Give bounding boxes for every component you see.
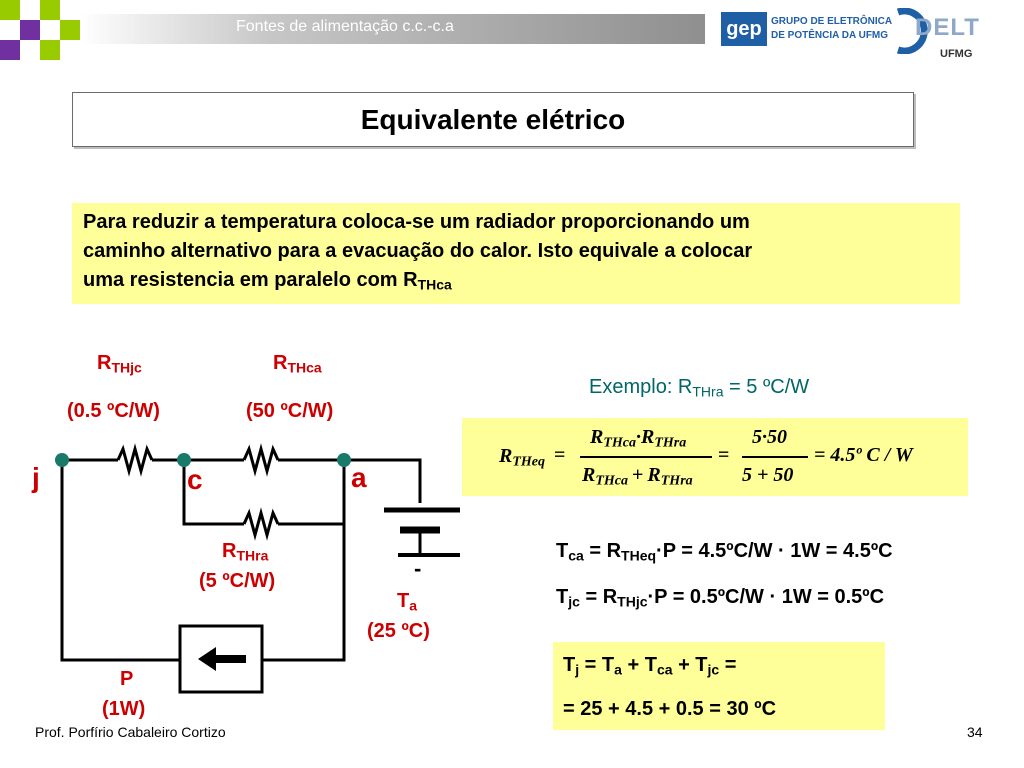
- calc-tca-mid: = R: [583, 540, 622, 562]
- intro-line-2: caminho alternativo para a evacuação do calor. Isto equivale a colocar: [83, 240, 753, 262]
- fraction-bar-2: [742, 456, 808, 458]
- label-ta-value: (25 ºC): [367, 620, 430, 642]
- result-line-2: = 25 + 4.5 + 0.5 = 30 ºC: [563, 698, 777, 720]
- formula-lhs-sub: THeq: [512, 454, 545, 470]
- calc-tca: [556, 540, 893, 564]
- resistor-rthca: [244, 449, 278, 471]
- node-a-dot: [337, 453, 351, 467]
- num1-s1: THca: [603, 435, 636, 451]
- wire-parallel-right: [278, 460, 344, 524]
- resistor-rthjc: [118, 449, 152, 471]
- page-number: 34: [967, 724, 983, 740]
- res-tj-sub: j: [575, 661, 580, 678]
- res-jc-sub: jc: [707, 661, 720, 678]
- label-rthca-sub: THca: [287, 359, 322, 376]
- resistor-rthra: [244, 513, 278, 535]
- ufmg-logo: UFMG: [940, 48, 973, 60]
- den1-r1: R: [582, 464, 596, 486]
- calc-tjc-sub: jc: [568, 593, 580, 610]
- num1-dot: ·: [636, 426, 641, 448]
- formula-lhs: [499, 445, 545, 471]
- res-ca-sub: ca: [656, 661, 673, 678]
- label-rthca: [273, 352, 322, 376]
- label-rthra-sub: THra: [236, 547, 269, 564]
- wire-left: [62, 460, 180, 660]
- res-plus2: + T: [672, 654, 708, 676]
- res-tj-t: T: [563, 654, 576, 676]
- den1-r2: R: [647, 464, 661, 486]
- formula-eq-1: =: [554, 444, 566, 466]
- example-pre: Exemplo: R: [589, 376, 693, 398]
- calc-tca-sub: ca: [568, 547, 584, 564]
- formula-den2: 5 + 50: [742, 464, 794, 486]
- formula-num1: [590, 426, 686, 452]
- intro-line-3-sub: THca: [417, 276, 452, 293]
- label-rthjc-value: (0.5 ºC/W): [67, 400, 160, 422]
- res-a-sub: a: [614, 661, 622, 678]
- intro-line-1: Para reduzir a temperatura coloca-se um radiador proporcionando um: [83, 211, 750, 233]
- formula-den1: [582, 464, 693, 490]
- calc-tjc-end: ·P = 0.5ºC/W · 1W = 0.5ºC: [647, 586, 885, 608]
- wire-top-right: [278, 460, 420, 503]
- label-rthca-r: R: [273, 352, 288, 374]
- label-rthjc: [97, 352, 142, 376]
- intro-line-3-text: uma resistencia em paralelo com R: [83, 269, 418, 291]
- node-j-label: j: [32, 462, 40, 493]
- label-rthca-value: (50 ºC/W): [246, 400, 334, 422]
- delt-logo: DELT: [915, 14, 980, 41]
- label-rthjc-sub: THjc: [111, 359, 142, 376]
- example-text: [589, 376, 809, 400]
- calc-tjc: [556, 586, 884, 610]
- res-tail: =: [719, 654, 737, 676]
- node-a-label: a: [351, 462, 367, 493]
- page-title: Equivalente elétrico: [360, 103, 626, 135]
- calc-tca-t: T: [556, 540, 569, 562]
- calc-tjc-mid: = R: [579, 586, 618, 608]
- battery-minus: -: [414, 556, 422, 581]
- label-ta: [397, 590, 417, 614]
- calc-tca-end: ·P = 4.5ºC/W · 1W = 4.5ºC: [656, 540, 893, 562]
- calc-tca-sub2: THeq: [621, 547, 657, 564]
- label-ta-sub: a: [409, 597, 418, 614]
- label-rthra-r: R: [222, 540, 237, 562]
- res-eq1: = T: [579, 654, 615, 676]
- formula: [462, 418, 968, 496]
- calc-tjc-t: T: [556, 586, 569, 608]
- formula-result: = 4.5º C / W: [814, 444, 913, 466]
- num1-r2: R: [641, 426, 655, 448]
- calc-tjc-sub2: THjc: [617, 593, 648, 610]
- gep-logo: gep: [721, 12, 767, 46]
- label-ta-t: T: [397, 590, 410, 612]
- num1-s2: THra: [654, 435, 687, 451]
- label-p: P: [120, 668, 134, 690]
- example-sub: THra: [692, 383, 724, 400]
- result-line-1: [563, 654, 736, 678]
- gep-logo-text-2: DE POTÊNCIA DA UFMG: [771, 30, 889, 41]
- node-c-label: c: [187, 464, 203, 495]
- footer-author: Prof. Porfírio Cabaleiro Cortizo: [35, 724, 226, 740]
- formula-num2: 5·50: [752, 426, 787, 448]
- res-plus1: + T: [621, 654, 657, 676]
- example-post: = 5 ºC/W: [723, 376, 810, 398]
- den1-s2: THra: [660, 473, 693, 489]
- label-p-value: (1W): [102, 698, 146, 720]
- gep-logo-text-1: GRUPO DE ELETRÔNICA: [771, 16, 893, 27]
- label-rthjc-r: R: [97, 352, 112, 374]
- den1-plus: +: [632, 464, 644, 486]
- header-title: Fontes de alimentação c.c.-c.a: [236, 18, 454, 35]
- formula-lhs-r: R: [499, 445, 513, 467]
- label-rthra: [222, 540, 268, 564]
- node-j-dot: [55, 453, 69, 467]
- label-rthra-value: (5 ºC/W): [199, 570, 276, 592]
- fraction-bar-1: [580, 456, 712, 458]
- formula-eq-2: =: [718, 444, 730, 466]
- num1-r1: R: [590, 426, 604, 448]
- den1-s1: THca: [595, 473, 628, 489]
